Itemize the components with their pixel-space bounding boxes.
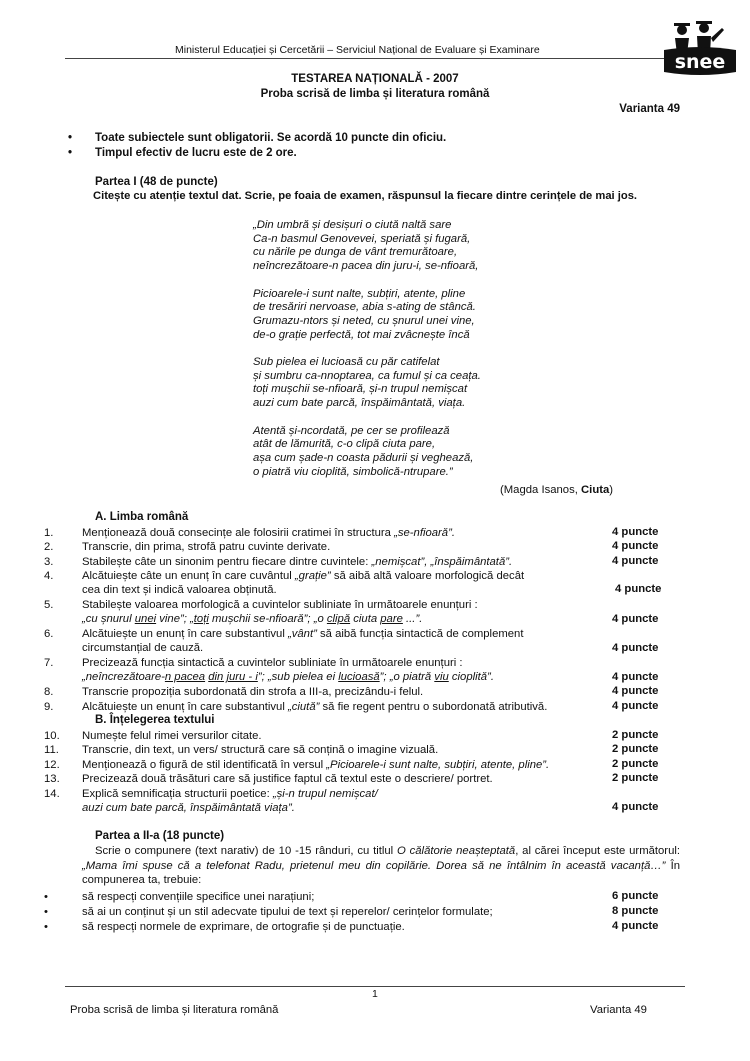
poem-line: și sumbru ca-nnoptarea, ca fumul și ca ceața. <box>253 369 481 382</box>
poem-line: auzi cum bate parcă, înspăimântată, viața. <box>253 397 466 410</box>
question-10: 10. Numește felul rimei versurilor citate. <box>44 730 262 742</box>
footer-rule <box>65 986 685 987</box>
points: 4 puncte <box>612 555 659 567</box>
poem-line: Picioarele-i sunt nalte, subțiri, atente, pline <box>253 287 466 300</box>
snee-logo <box>660 20 740 76</box>
section-a-heading: A. Limba română <box>95 511 189 523</box>
svg-text:snee: snee <box>674 51 726 73</box>
points: 4 puncte <box>612 540 659 552</box>
poem-stanza <box>253 356 481 411</box>
footer-title: Proba scrisă de limba și literatura română <box>70 1004 279 1016</box>
page-number: 1 <box>372 988 378 1000</box>
variant-label: Varianta 49 <box>619 103 680 115</box>
part2-instruction: Scrie o compunere (text narativ) de 10 -15 rânduri, cu titlul O călătorie neașteptată, al cărei început este următorul: „Mama îmi spuse că a telefonat Radu, prietenul meu din copilărie. Dorea să ne întâlnim în această vacanță…” În compunerea ta, trebuie: <box>82 845 680 886</box>
header-rule <box>65 58 685 59</box>
points: 2 puncte <box>612 729 659 741</box>
section-b-heading: B. Înțelegerea textului <box>95 714 215 726</box>
points: 8 puncte <box>612 905 659 917</box>
points: 4 puncte <box>612 526 659 538</box>
poem-line: Atentă și-ncordată, pe cer se profilează <box>253 424 450 437</box>
poem <box>253 219 481 493</box>
question-13: 13. Precizează două trăsături care să justifice faptul că textul este o descriere/ portret. <box>44 773 493 785</box>
question-9: 9. Alcătuiește un enunț în care substantivul „ciută” să fie regent pentru o subordonată atributivă. <box>44 701 548 713</box>
question-7: 7. Precizează funcția sintactică a cuvintelor subliniate în următoarele enunțuri : „neîncrezătoare-n pacea din juru - i”; „sub pielea ei lucioasă”; „o piatră viu cioplită”. <box>44 657 494 684</box>
poem-line: de tresăriri nervoase, abia s-ating de stâncă. <box>253 301 476 314</box>
poem-line: așa cum șade-n coasta pădurii și veghează, <box>253 451 474 464</box>
question-6: 6. Alcătuiește un enunț în care substantivul „vânt” să aibă funcția sintactică de complement circumstanțial de cauză. <box>44 628 524 655</box>
exam-subtitle: Proba scrisă de limba și literatura română <box>260 88 490 100</box>
points: 4 puncte <box>612 642 659 654</box>
question-14: 14. Explică semnificația structurii poetice: „și-n trupul nemișcat/ auzi cum bate parcă, înspăimântată viața”. <box>44 788 378 815</box>
points: 4 puncte <box>612 920 659 932</box>
question-12: 12. Menționează o figură de stil identificată în versul „Picioarele-i sunt nalte, subțiri, atente, pline”. <box>44 759 550 771</box>
points: 2 puncte <box>612 772 659 784</box>
question-4: 4. Alcătuiește câte un enunț în care cuvântul „grație” să aibă altă valoare morfologică decât cea din text și indică valoarea obținută. <box>44 570 525 597</box>
points: 2 puncte <box>612 758 659 770</box>
poem-line: „Din umbră și desișuri o ciută naltă sare <box>253 219 452 231</box>
poem-stanza <box>253 219 481 274</box>
poem-author: (Magda Isanos, Ciuta) <box>500 484 614 496</box>
question-1: 1. Menționează două consecințe ale folosirii cratimei în structura „se-nfioară”. <box>44 527 455 539</box>
rule-item: • Timpul efectiv de lucru este de 2 ore. <box>68 147 297 159</box>
footer-variant: Varianta 49 <box>590 1004 647 1016</box>
part2-criterion: • să respecți normele de exprimare, de ortografie și de punctuație. <box>44 921 405 933</box>
points: 4 puncte <box>612 685 659 697</box>
points: 4 puncte <box>612 700 659 712</box>
points: 4 puncte <box>612 613 659 625</box>
points: 4 puncte <box>612 801 659 813</box>
points: 4 puncte <box>612 671 659 683</box>
question-5: 5. Stabilește valoarea morfologică a cuvintelor subliniate în următoarele enunțuri : „cu șnurul unei vine”; „toți mușchii se-nfioară”; „o clipă ciuta pare ...”. <box>44 599 478 626</box>
poem-line: de-o grație perfectă, tot mai zvâcnește încă <box>253 328 470 341</box>
part1-instruction: Citește cu atenție textul dat. Scrie, pe foaia de examen, răspunsul la fiecare dintre cerințele de mai jos. <box>93 190 638 202</box>
part1-heading: Partea I (48 de puncte) <box>95 176 218 188</box>
poem-line: Grumazu-ntors și neted, cu șnurul unei vine, <box>253 314 475 327</box>
rule-item: • Toate subiectele sunt obligatorii. Se acordă 10 puncte din oficiu. <box>68 132 447 144</box>
poem-line: Sub pielea ei lucioasă cu păr catifelat <box>253 356 440 368</box>
poem-line: neîncrezătoare-n pacea din juru-i, se-nfioară, <box>253 260 479 273</box>
poem-line: atât de lămurită, c-o clipă ciuta pare, <box>253 438 436 451</box>
points: 6 puncte <box>612 890 659 902</box>
poem-line: cu nările pe dunga de vânt tremurătoare, <box>253 246 458 259</box>
points: 4 puncte <box>615 583 662 595</box>
part2-criterion: • să ai un conținut și un stil adecvate tipului de text și reperelor/ cerințelor formulate; <box>44 906 493 918</box>
poem-stanza <box>253 425 481 480</box>
question-2: 2. Transcrie, din prima, strofă patru cuvinte derivate. <box>44 541 331 553</box>
header-ministry: Ministerul Educației și Cercetării – Serviciul Național de Evaluare și Examinare <box>175 44 540 56</box>
question-3: 3. Stabilește câte un sinonim pentru fiecare dintre cuvintele: „nemișcat”, „înspăimântată”. <box>44 556 513 568</box>
exam-title: TESTAREA NAȚIONALĂ - 2007 <box>291 73 459 85</box>
poem-line: o piatră viu cioplită, simbolică-ntrupare.” <box>253 465 453 478</box>
poem-stanza <box>253 288 481 343</box>
part2-criterion: • să respecți convențiile specifice unei narațiuni; <box>44 891 315 903</box>
poem-line: toți mușchii se-nfioară, și-n trupul nemișcat <box>253 383 468 396</box>
part2-heading: Partea a II-a (18 puncte) <box>95 830 225 842</box>
poem-line: Ca-n basmul Genovevei, speriată și fugară, <box>253 232 471 245</box>
points: 2 puncte <box>612 743 659 755</box>
question-8: 8. Transcrie propoziția subordonată din strofa a III-a, precizându-i felul. <box>44 686 424 698</box>
question-11: 11. Transcrie, din text, un vers/ structură care să conțină o imagine vizuală. <box>44 744 439 756</box>
